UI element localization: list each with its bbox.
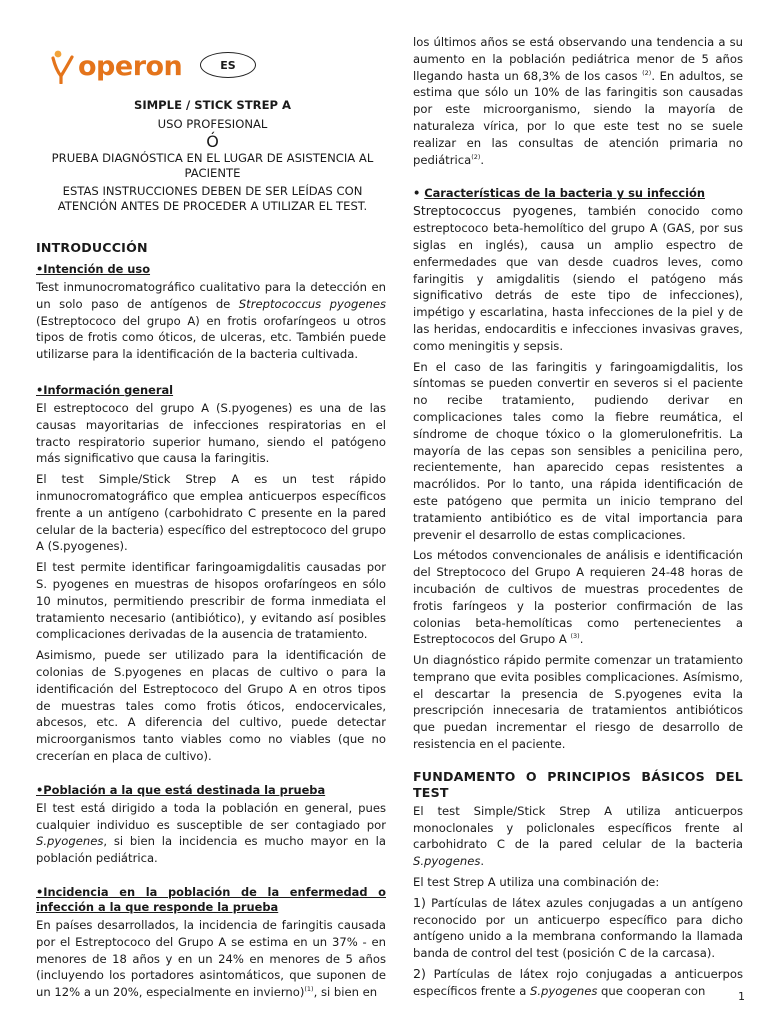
document-title-block xyxy=(40,98,385,214)
intro-heading: INTRODUCCIÓN xyxy=(36,240,148,255)
left-column xyxy=(36,240,386,1005)
general-info-paragraph-2: El test Simple/Stick Strep A es un test rápido inmunocromatográfico que emplea anticuerpos específicos frente a un antígeno (carbohidrato C presente en la pared celular de la bacteria) específico del estreptococo del grupo A (S.pyogenes). xyxy=(36,472,386,554)
bacteria-characteristics-paragraph-2: En el caso de las faringitis y faringoamigdalitis, los síntomas se pueden convertir en severos si el paciente no recibe tratamiento, pudiendo derivar en complicaciones tales como la fiebre reumática, el síndrome de choque tóxico o la glomerulonefritis. La mayoría de las cepas son sensibles a penicilina pero, recientemente, han aparecido cepas resistentes a macrólidos. Por lo tanto, una rápida identificación de este patógeno que permita un inicio temprano del tratamiento antibiótico es de vital importancia para prevenir el desarrollo de estas complicaciones. xyxy=(413,359,743,542)
right-column xyxy=(413,34,743,1004)
test-principles-heading: FUNDAMENTO O PRINCIPIOS BÁSICOS DEL TEST xyxy=(413,768,743,800)
general-info-heading: •Información general xyxy=(36,382,174,397)
page-number: 1 xyxy=(738,990,745,1003)
bacteria-characteristics-heading: • Características de la bacteria y su infección xyxy=(413,186,705,201)
operon-logo xyxy=(50,46,182,86)
incidence-heading: •Incidencia en la población de la enfermedad o infección a la que responde la prueba xyxy=(36,884,386,914)
general-info-paragraph-3: El test permite identificar faringoamigdalitis causadas por S. pyogenes en muestras de hisopos orofaríngeos en sólo 10 minutos, permitiendo prescribir de forma inmediata el tratamiento necesario (antibiótico), y evitando así posibles complicaciones derivadas de la ausencia de tratamiento. xyxy=(36,560,386,642)
target-population-heading: •Población a la que está destinada la prueba xyxy=(36,782,326,797)
intended-use-heading: •Intención de uso xyxy=(36,262,151,276)
operon-logo-icon xyxy=(50,48,76,84)
product-title: SIMPLE / STICK STREP A xyxy=(133,98,292,112)
read-instructions-warning: ESTAS INSTRUCCIONES DEBEN DE SER LEÍDAS CON ATENCIÓN ANTES DE PROCEDER A UTILIZAR EL TEST. xyxy=(57,184,368,213)
target-population-paragraph: El test está dirigido a toda la población en general, pues cualquier individuo es susceptible de ser contagiado por S.pyogenes, si bien la incidencia es mucho mayor en la población pediátrica. xyxy=(36,800,386,866)
poc-title: PRUEBA DIAGNÓSTICA EN EL LUGAR DE ASISTENCIA AL PACIENTE xyxy=(51,151,374,180)
test-principles-item-1: 1) Partículas de látex azules conjugadas a un antígeno reconocido por un anticuerpo específico para dicho antígeno unido a la membrana conformando la llamada banda de control del test (posición C de la carcasa). xyxy=(413,894,743,961)
test-principles-item-2: 2) Partículas de látex rojo conjugadas a anticuerpos específicos frente a S.pyogenes que cooperan con xyxy=(413,966,743,998)
brand-name: operon xyxy=(78,50,183,82)
language-badge: ES xyxy=(200,52,256,78)
usage-title: USO PROFESIONAL xyxy=(157,117,268,131)
general-info-paragraph-1: El estreptococo del grupo A (S.pyogenes) es una de las causas mayoritarias de infecciones respiratorias en el tracto respiratorio superior humano, siendo el patógeno más significativo que causa la faringitis. xyxy=(36,400,386,466)
test-principles-paragraph-2: El test Strep A utiliza una combinación de: xyxy=(413,875,660,890)
general-info-paragraph-4: Asimismo, puede ser utilizado para la identificación de colonias de S.pyogenes en placas de cultivo o para la identificación del Estreptococo del Grupo A en otros tipos de muestras tales como frotis óticos, endocervicales, abcesos, etc. A diferencia del cultivo, puede detectar microorganismos tanto viables como no viables (que no crecerían en placa de cultivo). xyxy=(36,648,386,763)
test-principles-paragraph-1: El test Simple/Stick Strep A utiliza anticuerpos monoclonales y policlonales específicos frente al carbohidrato C de la pared celular de la bacteria S.pyogenes. xyxy=(413,803,743,869)
incidence-paragraph: En países desarrollados, la incidencia de faringitis causada por el Estreptococo del Grupo A se estima en un 37% - en menores de 18 años y en un 24% en menores de 5 años (incluyendo los portadores asintomáticos, que suponen de un 12% a un 20%, especialmente en invierno)$^{(1)}$, si bien en xyxy=(36,917,386,1000)
bacteria-characteristics-paragraph-4: Un diagnóstico rápido permite comenzar un tratamiento temprano que evita posibles complicaciones. Asímismo, el descartar la presencia de S.pyogenes evita la prescripción innecesaria de tratamientos antibióticos que puedan incrementar el riesgo de desarrollo de resistencia en el paciente. xyxy=(413,653,743,752)
bacteria-characteristics-paragraph-3: Los métodos convencionales de análisis e identificación del Streptococo del Grupo A requieren 24-48 horas de incubación de cultivos de muestras procedentes de frotis faríngeos y la posterior confirmación de las colonias beta-hemolíticas como pertenecientes a Estreptococos del Grupo A $^{(3)}$. xyxy=(413,548,743,647)
intended-use-paragraph: Test inmunocromatográfico cualitativo para la detección en un solo paso de antígenos de Streptococcus pyogenes (Estreptococo del grupo A) en frotis orofaríngeos u otros tipos de frotis como óticos, de ulceras, etc. También puede utilizarse para la identificación de la bacteria cultivada. xyxy=(36,280,387,362)
title-or: Ó xyxy=(206,132,219,151)
bacteria-characteristics-paragraph-1: Streptococcus pyogenes, también conocido como estreptococo beta-hemolítico del grupo A (GAS, por sus siglas en inglés), causa un amplio espectro de enfermedades que van desde cuadros leves, como faringitis y amigdalitis (siendo el patógeno más significativo detrás de este tipo de infecciones), impétigo y escarlatina, hasta infecciones de la piel y de las heridas, endocarditis e infecciones invasivas graves, como meningitis y sepsis. xyxy=(413,203,743,353)
incidence-continued-paragraph: los últimos años se está observando una tendencia a su aumento en la población pediátrica menor de 5 años llegando hasta un 68,3% de los casos $^{(2)}$. En adultos, se estima que sólo un 10% de las faringitis son causadas por este microorganismo, siendo la mayoría de naturaleza vírica, por lo que este test no se suele realizar en las consultas de atención primaria no pediátrica$^{(2)}$. xyxy=(413,35,743,167)
